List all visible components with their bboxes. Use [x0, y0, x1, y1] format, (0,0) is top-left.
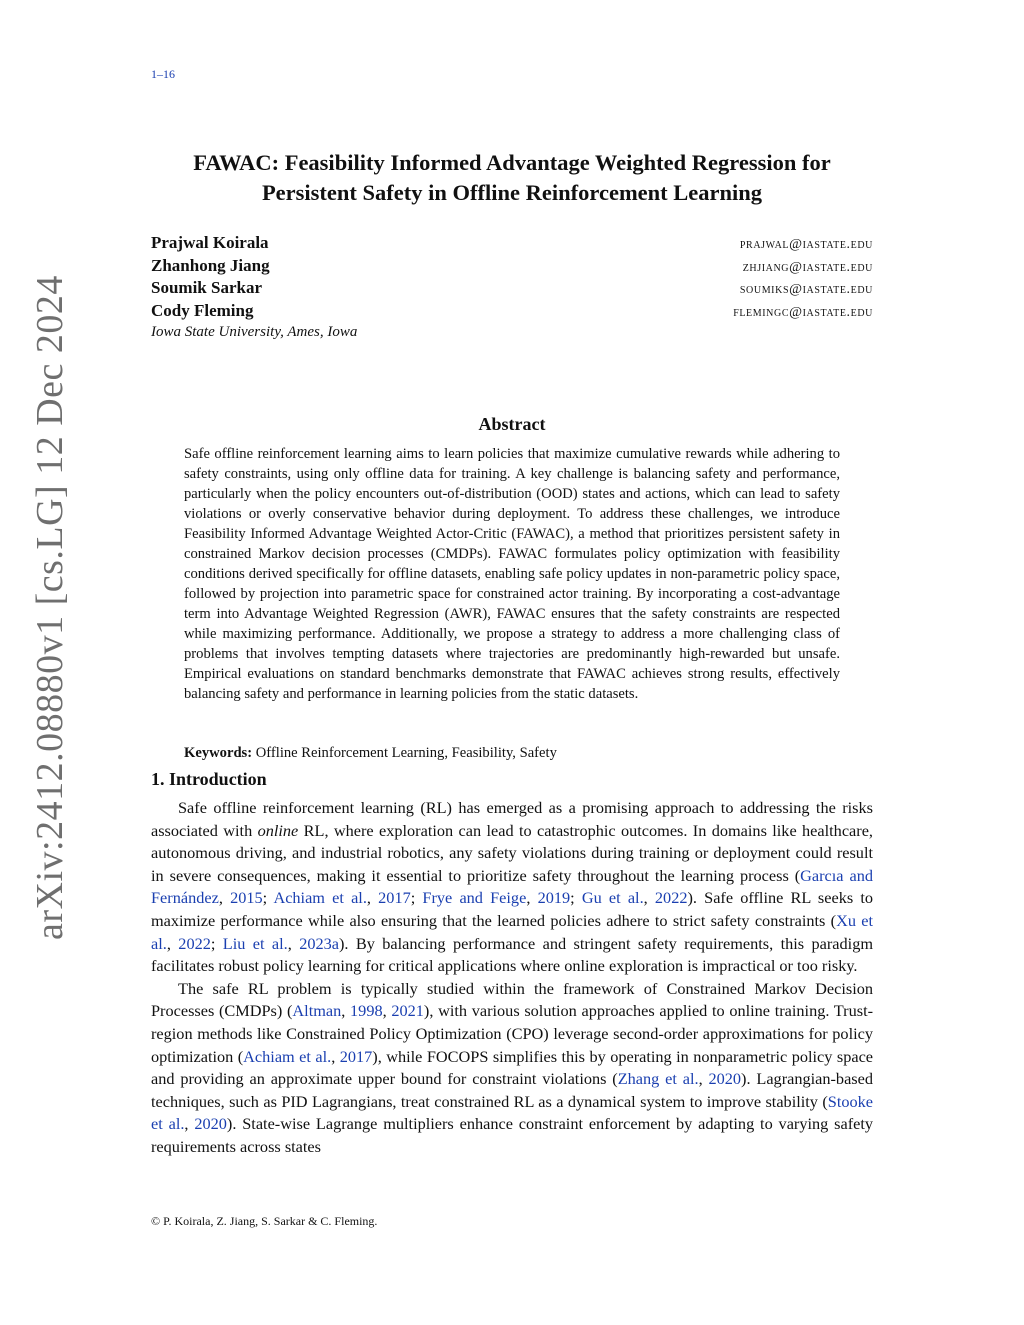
section-heading-introduction: 1. Introduction [151, 769, 267, 789]
author-name: Prajwal Koirala [151, 233, 269, 252]
citation-year-link[interactable]: 2015 [230, 888, 263, 908]
paper-title: FAWAC: Feasibility Informed Advantage Weighted Regression for Persistent Safety in Offline Reinforcement Learning [193, 150, 831, 205]
citation-link[interactable]: Garcıa and Fernández [151, 865, 873, 908]
citation-link[interactable]: Altman [292, 1001, 342, 1021]
citation-link[interactable]: Achiam et al. [273, 888, 367, 908]
page-number: 1–16 [151, 67, 175, 81]
author-name: Zhanhong Jiang [151, 255, 270, 275]
keywords-label: Keywords: [184, 745, 253, 761]
abstract-text: Safe offline reinforcement learning aims to learn policies that maximize cumulative rewards while adhering to safety constraints, using only offline data for training. A key challenge is balancing safety and performance, particularly when the policy encounters out-of-distribution (OOD) states and actions, which can lead to safety violations or overly conservative behavior during deployment. To address these challenges, we introduce Feasibility Informed Advantage Weighted Actor-Critic (FAWAC), a method that prioritizes persistent safety in constrained Markov decision processes (CMDPs). FAWAC formulates policy optimization with feasibility conditions derived specifically for offline datasets, enabling safe policy updates in non-parametric policy space, followed by projection into parametric space for constrained actor training. By incorporating a cost-advantage term into Advantage Weighted Regression (AWR), FAWAC ensures that the safety constraints are respected while maximizing performance. Additionally, we propose a strategy to address a more challenging class of problems that involves tempting datasets where trajectories are predominantly high-rewarded but unsafe. Empirical evaluations on standard benchmarks demonstrate that FAWAC achieves strong results, effectively balancing safety and performance in learning policies from the static datasets. [184, 446, 840, 702]
citation-link[interactable]: Gu et al. [581, 888, 644, 908]
citation-link[interactable]: Achiam et al. [243, 1046, 332, 1066]
citation-year-link[interactable]: 2017 [378, 888, 411, 908]
paragraph: The safe RL problem is typically studied within the framework of Constrained Markov Decision Processes (CMDPs) (Altman, 1998, 2021), with various solution approaches applied to online training. Trust-region methods like Constrained Policy Optimization (CPO) leverage second-order approximations for policy optimization (Achiam et al., 2017), while FOCOPS simplifies this by operating in nonparametric policy space and providing an approximate upper bound for constraint violations (Zhang et al., 2020). Lagrangian-based techniques, such as PID Lagrangians, treat constrained RL as a dynamical system to improve stability (Stooke et al., 2020). State-wise Lagrange multipliers enhance constraint enforcement by adapting to varying safety requirements across states [151, 978, 874, 1156]
citation-link[interactable]: Liu et al. [222, 933, 288, 953]
citation-year-link[interactable]: 1998 [350, 1001, 383, 1021]
text-run: ). Lagrangian-based techniques, such as PID Lagrangians, treat constrained RL as a dynamical system to improve stability ( [151, 1069, 874, 1111]
text-run: ). State-wise Lagrange multipliers enhance constraint enforcement by adapting to varying safety requirements across states [151, 1114, 874, 1156]
citation-year-link[interactable]: 2022 [178, 933, 211, 953]
text-emphasis: online [257, 820, 299, 840]
citation-link[interactable]: Stooke et al. [151, 1091, 873, 1134]
author-email[interactable]: prajwal@iastate.edu [739, 237, 873, 252]
text-run: The safe RL problem is typically studied within the framework of Constrained Markov Decision Processes (CMDPs) ( [151, 978, 873, 1021]
abstract-heading: Abstract [478, 414, 546, 434]
arxiv-stamp: arXiv:2412.08880v1 [cs.LG] 12 Dec 2024 [29, 275, 71, 940]
paragraph: Safe offline reinforcement learning (RL) has emerged as a promising approach to addressing the risks associated with online RL, where exploration can lead to catastrophic outcomes. In domains like healthcare, autonomous driving, and industrial robotics, any safety violations during training or deployment could result in severe consequences, making it essential to prioritize safety throughout the learning process (Garcıa and Fernández, 2015; Achiam et al., 2017; Frye and Feige, 2019; Gu et al., 2022). Safe offline RL seeks to maximize performance while also ensuring that the learned policies adhere to strict safety constraints (Xu et al., 2022; Liu et al., 2023a). By balancing performance and stringent safety requirements, this paradigm facilitates robust policy learning for critical applications where online exploration is impractical or too risky. [151, 798, 874, 976]
citation-year-link[interactable]: 2020 [708, 1069, 742, 1089]
citation-year-link[interactable]: 2021 [391, 1001, 424, 1021]
keywords-line [184, 745, 840, 762]
author-email[interactable]: soumiks@iastate.edu [739, 282, 873, 298]
citation-year-link[interactable]: 2022 [654, 888, 688, 908]
author-email[interactable]: zhjiang@iastate.edu [742, 259, 873, 275]
text-run: Safe offline reinforcement learning (RL) has emerged as a promising approach to addressing the risks associated with [151, 798, 873, 840]
author-block [151, 233, 873, 341]
text-run: ). By balancing performance and stringent safety requirements, this paradigm facilitates robust policy learning for critical applications where online exploration is impractical or too risky. [151, 933, 873, 976]
text-run: ). Safe offline RL seeks to maximize performance while also ensuring that the learned policies adhere to strict safety constraints ( [151, 888, 874, 930]
citation-year-link[interactable]: 2023a [299, 933, 340, 953]
introduction-body [151, 797, 873, 1159]
author-name: Cody Fleming [151, 300, 254, 320]
author-row [151, 256, 873, 279]
text-run: ), with various solution approaches applied to online training. Trust-region methods like Constrained Policy Optimization (CPO) leverage second-order approximations for policy optimization ( [151, 1001, 874, 1066]
author-email[interactable]: flemingc@iastate.edu [733, 304, 873, 320]
citation-link[interactable]: Zhang et al. [617, 1069, 699, 1089]
copyright-footer: © P. Koirala, Z. Jiang, S. Sarkar & C. Fleming. [151, 1214, 378, 1228]
citation-year-link[interactable]: 2019 [537, 888, 571, 908]
affiliation: Iowa State University, Ames, Iowa [151, 324, 358, 341]
citation-link[interactable]: Xu et al. [151, 910, 874, 953]
keywords-value: Offline Reinforcement Learning, Feasibility, Safety [255, 745, 557, 761]
author-row [151, 301, 873, 324]
text-run: ), while FOCOPS simplifies this by operating in nonparametric policy space and providing an approximate upper bound for constraint violations ( [151, 1046, 874, 1089]
citation-year-link[interactable]: 2020 [194, 1114, 227, 1134]
author-row [151, 278, 873, 301]
citation-link[interactable]: Frye and Feige [422, 888, 527, 908]
citation-year-link[interactable]: 2017 [339, 1046, 373, 1066]
text-run: RL, where exploration can lead to catastrophic outcomes. In domains like healthcare, autonomous driving, and industrial robotics, any safety violations during training or deployment could result in severe consequences, making it essential to prioritize safety throughout the learning process ( [151, 820, 873, 885]
author-name: Soumik Sarkar [151, 278, 262, 298]
author-row [151, 233, 873, 256]
